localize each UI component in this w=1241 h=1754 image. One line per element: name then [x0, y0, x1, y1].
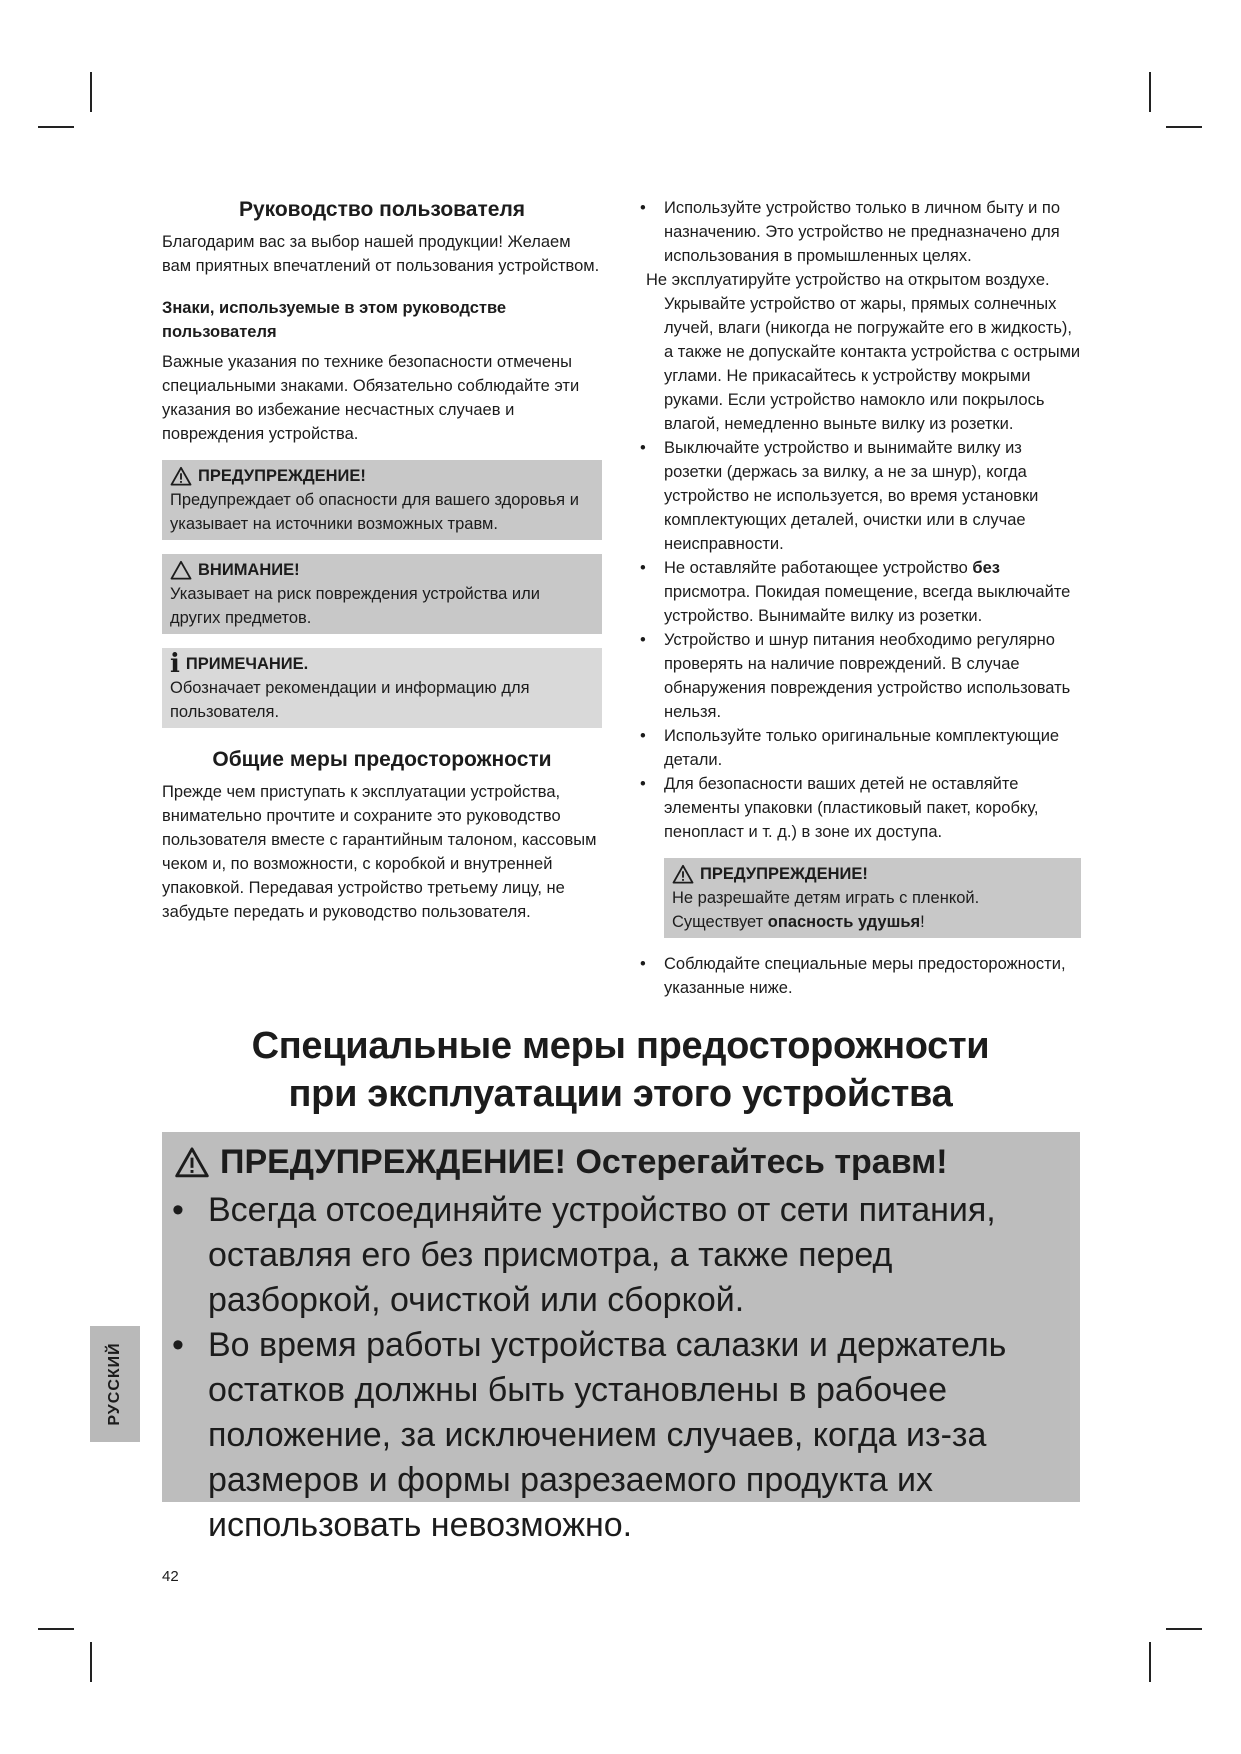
crop-mark-top-right-v — [1149, 72, 1151, 112]
list-item: • Соблюдайте специальные меры предосторожности, указанные ниже. — [640, 955, 1066, 997]
crop-mark-top-right-h — [1166, 126, 1202, 128]
crop-mark-top-left-h — [38, 126, 74, 128]
crop-mark-bottom-right-h — [1166, 1628, 1202, 1630]
crop-mark-bottom-right-v — [1149, 1642, 1151, 1682]
left-column — [162, 196, 602, 932]
signs-heading: Знаки, используемые в этом руководстве пользователя — [162, 299, 507, 341]
signs-text: Важные указания по технике безопасности отмечены специальными знаками. Обязательно соблюдайте эти указания во избежание несчастных случаев и повреждения устройства. — [162, 353, 580, 443]
intro-text: Благодарим вас за выбор нашей продукции! Желаем вам приятных впечатлений от пользования устройством. — [162, 233, 600, 275]
crop-mark-bottom-left-v — [90, 1642, 92, 1682]
list-item: • Используйте устройство только в личном быту и по назначению. Это устройство не предназначено для использования в промышленных целях. — [640, 199, 1061, 265]
page-number: 42 — [162, 1568, 179, 1585]
list-item: • Для безопасности ваших детей не оставляйте элементы упаковки (пластиковый пакет, коробку, пенопласт и т. д.) в зоне их доступа. — [640, 775, 1039, 841]
precautions-list — [636, 196, 1081, 268]
list-item: • Используйте только оригинальные комплектующие детали. — [640, 727, 1060, 769]
film-warning-box — [664, 858, 1081, 938]
injury-warning-box — [162, 1132, 1080, 1544]
precautions-list-cont — [636, 436, 1081, 844]
note-box — [162, 648, 602, 728]
warning-text: Предупреждает об опасности для вашего здоровья и указывает на источники возможных травм. — [170, 491, 579, 533]
general-precautions-title: Общие меры предосторожности — [212, 748, 552, 771]
warning-label: ПРЕДУПРЕЖДЕНИЕ! — [198, 467, 366, 485]
warning-triangle-icon — [672, 864, 694, 884]
caution-label: ВНИМАНИЕ! — [198, 561, 300, 579]
list-item: • Выключайте устройство и вынимайте вилку из розетки (держась за вилку, а не за шнур), когда устройство не используется, во время установки комплектующих деталей, очистки или в случае неисправности. — [640, 439, 1039, 553]
injury-warning-label: ПРЕДУПРЕЖДЕНИЕ! Остерегайтесь травм! — [220, 1143, 948, 1181]
note-label: ПРИМЕЧАНИЕ. — [185, 655, 309, 673]
list-item: • Устройство и шнур питания необходимо регулярно проверять на наличие повреждений. В случае обнаружения повреждения устройство использовать нельзя. — [640, 631, 1071, 721]
list-item-unbulleted: Не эксплуатируйте устройство на открытом воздухе. Укрывайте устройство от жары, прямых солнечных лучей, влаги (никогда не погружайте его в жидкость), а также не допускайте контакта устройства с острыми углами. Не прикасайтесь к устройству мокрыми руками. Если устройство намокло или покрылось влагой, немедленно выньте вилку из розетки. — [646, 271, 1081, 433]
general-precautions-text: Прежде чем приступать к эксплуатации устройства, внимательно прочтите и сохраните это руководство пользователя вместе с гарантийным талоном, кассовым чеком и, по возможности, с коробкой и внутренней упаковкой. Передавая устройство третьему лицу, не забудьте передать и руководство пользователя. — [162, 783, 597, 921]
caution-triangle-icon — [170, 560, 192, 580]
film-warning-label: ПРЕДУПРЕЖДЕНИЕ! — [700, 865, 868, 883]
precautions-list-end — [636, 952, 1081, 1000]
list-item: • Всегда отсоединяйте устройство от сети питания, оставляя его без присмотра, а также перед разборкой, очисткой или сборкой. — [172, 1191, 996, 1319]
note-text: Обозначает рекомендации и информацию для пользователя. — [170, 679, 530, 721]
warning-triangle-icon — [174, 1146, 210, 1178]
right-column — [636, 196, 1081, 1000]
user-manual-title: Руководство пользователя — [238, 198, 526, 221]
injury-warning-list — [162, 1188, 1080, 1548]
warning-box — [162, 460, 602, 540]
warning-triangle-icon — [170, 466, 192, 486]
language-tab: РУССКИЙ — [90, 1326, 140, 1442]
crop-mark-bottom-left-h — [38, 1628, 74, 1630]
caution-text: Указывает на риск повреждения устройства или других предметов. — [170, 585, 540, 627]
crop-mark-top-left-v — [90, 72, 92, 112]
info-icon: i — [170, 649, 180, 679]
special-precautions-title: Специальные меры предосторожности при эксплуатации этого устройства — [251, 1025, 990, 1115]
film-warning-text: Не разрешайте детям играть с пленкой. Существует опасность удушья! — [672, 889, 980, 931]
caution-box — [162, 554, 602, 634]
list-item: • Не оставляйте работающее устройство без присмотра. Покидая помещение, всегда выключайте устройство. Вынимайте вилку из розетки. — [640, 559, 1071, 625]
list-item: • Во время работы устройства салазки и держатель остатков должны быть установлены в рабочее положение, за исключением случаев, когда из-за размеров и формы разрезаемого продукта их использовать невозможно. — [172, 1326, 1007, 1544]
